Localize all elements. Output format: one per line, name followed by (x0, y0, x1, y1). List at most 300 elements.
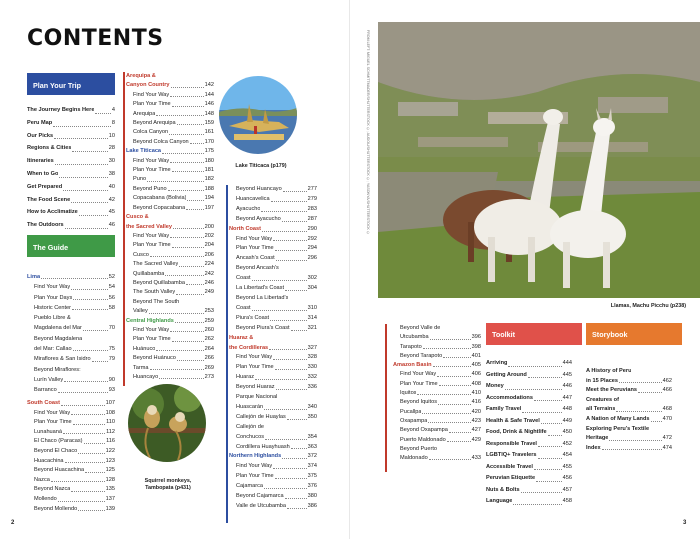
toc-entry[interactable] (126, 119, 214, 128)
toc-entry[interactable] (27, 409, 115, 419)
toc-entry-page: 405 (471, 362, 481, 369)
toc-entry[interactable] (586, 405, 672, 415)
toc-entry-title: Language (486, 498, 513, 504)
toc-entry-title: Index (586, 444, 601, 451)
toc-entry-title: When to Go (27, 170, 59, 177)
toc-entry[interactable] (229, 393, 317, 403)
toc-entry-page: 249 (204, 289, 214, 296)
toc-entry[interactable] (126, 317, 214, 326)
toc-entry[interactable] (393, 324, 481, 333)
toc-entry[interactable] (126, 223, 214, 232)
toc-entry[interactable] (486, 496, 572, 508)
toc-entry[interactable] (229, 264, 317, 274)
toc-entry[interactable] (486, 393, 572, 405)
toc-entry[interactable] (393, 343, 481, 352)
toc-entry[interactable] (126, 354, 214, 363)
toc-entry[interactable] (229, 244, 317, 254)
toc-entry-page: 292 (307, 235, 317, 242)
toc-entry-title: Amazon Basin (393, 362, 432, 369)
page-number-right: 3 (683, 520, 687, 526)
toc-entry-page: 8 (111, 119, 115, 126)
dot-leader (170, 232, 203, 238)
toc-entry-title: Find Your Way (133, 326, 170, 333)
dot-leader (168, 185, 204, 191)
toc-entry[interactable] (393, 389, 481, 398)
dot-leader (170, 326, 203, 332)
dot-leader (58, 495, 105, 502)
toc-entry[interactable] (126, 260, 214, 269)
toc-entry[interactable] (229, 413, 317, 423)
dot-leader (175, 317, 204, 323)
toc-entry-page: 128 (105, 476, 115, 483)
toc-entry-page: 374 (307, 463, 317, 470)
toc-entry[interactable] (486, 427, 572, 439)
toc-entry[interactable] (126, 288, 214, 297)
toc-entry-page: 137 (105, 495, 115, 502)
toc-entry-title: Miraflores & San Isidro (34, 356, 91, 363)
toc-entry[interactable] (126, 364, 214, 373)
toc-entry[interactable] (229, 225, 317, 235)
toc-entry[interactable] (229, 462, 317, 472)
toc-entry[interactable] (126, 166, 214, 175)
toc-entry[interactable] (393, 408, 481, 417)
toc-entry-page: 277 (307, 186, 317, 192)
toc-entry[interactable] (229, 205, 317, 215)
toc-entry[interactable] (126, 100, 214, 109)
lake-titicaca-caption: Lake Titicaca (p179) (235, 163, 287, 169)
dot-leader (73, 418, 105, 425)
toc-entry-title: Plan Your Time (133, 336, 171, 343)
toc-entry[interactable] (586, 396, 672, 406)
toc-entry-page: 45 (108, 209, 115, 216)
toc-entry[interactable] (126, 204, 214, 213)
toc-entry-page: 406 (471, 371, 481, 378)
dot-leader (619, 377, 662, 384)
toc-entry-title: Find Your Way (34, 284, 71, 291)
toc-entry-title: Pucallpa (400, 408, 422, 415)
toc-entry[interactable] (126, 138, 214, 147)
dot-leader (53, 117, 111, 127)
toc-entry[interactable] (229, 383, 317, 393)
dot-leader (176, 288, 203, 294)
toc-entry[interactable] (27, 272, 115, 282)
toc-entry[interactable] (126, 81, 214, 90)
toc-entry[interactable] (27, 447, 115, 457)
toc-entry[interactable] (229, 492, 317, 502)
toc-entry[interactable] (229, 215, 317, 225)
toc-entry[interactable] (126, 175, 214, 184)
toc-entry[interactable] (27, 457, 115, 467)
toc-entry[interactable] (393, 333, 481, 342)
toc-entry[interactable] (126, 194, 214, 203)
toc-entry-page: 175 (204, 148, 214, 155)
toc-entry[interactable] (229, 433, 317, 443)
toc-entry[interactable] (126, 345, 214, 354)
toc-entry[interactable] (486, 370, 572, 382)
toc-entry-title: Beyond Tarapoto (400, 352, 443, 359)
toc-entry[interactable] (229, 423, 317, 433)
toc-entry-page: 182 (204, 176, 214, 183)
toc-entry-page: 146 (204, 101, 214, 108)
toc-entry-page: 52 (108, 274, 115, 280)
toc-entry[interactable] (27, 293, 115, 303)
toc-entry-page: 302 (307, 275, 317, 282)
toc-entry[interactable] (27, 354, 115, 364)
toc-entry[interactable] (393, 380, 481, 389)
toc-entry-page: 328 (307, 354, 317, 361)
dot-leader (447, 436, 471, 442)
toc-entry-title: Huancavelica (236, 195, 270, 202)
storybook-list (586, 367, 672, 453)
dot-leader (172, 100, 204, 106)
dot-leader (273, 235, 306, 242)
dot-leader (170, 157, 203, 163)
toc-entry-title: del Mar: Callao (34, 346, 72, 353)
toc-entry[interactable] (126, 251, 214, 260)
toc-entry-title: Nazca (34, 476, 50, 483)
dot-leader (73, 293, 108, 300)
dot-leader (287, 502, 307, 509)
toc-entry-title: El Chaco (Paracas) (34, 438, 83, 445)
toc-entry-page: 449 (562, 417, 572, 424)
toc-entry[interactable] (229, 254, 317, 264)
dot-leader (71, 194, 108, 204)
dot-leader (172, 241, 204, 247)
toc-entry[interactable] (126, 110, 214, 119)
toc-entry-page: 375 (307, 473, 317, 480)
toc-entry[interactable] (27, 206, 115, 219)
toc-entry[interactable] (27, 418, 115, 428)
toc-entry-title: Peru Map (27, 119, 53, 126)
toc-entry[interactable] (27, 194, 115, 207)
toc-entry[interactable] (486, 404, 572, 416)
dot-leader (58, 385, 108, 392)
dot-leader (273, 462, 306, 469)
toc-entry[interactable] (27, 181, 115, 194)
toc-entry-title: Mollendo (34, 495, 57, 502)
toc-entry-page: 283 (307, 205, 317, 212)
toc-entry[interactable] (229, 314, 317, 324)
toc-entry[interactable] (27, 313, 115, 323)
toc-entry[interactable] (126, 373, 214, 382)
toc-entry-title: Meet the Peruvians (586, 387, 637, 394)
dot-leader (165, 270, 203, 276)
dot-leader (651, 415, 662, 422)
toc-entry-title: Oxapampa (400, 417, 428, 424)
dot-leader (72, 142, 107, 152)
toolkit-list (486, 358, 572, 508)
toc-entry-title: Huancayo (133, 374, 159, 380)
toc-entry-page: 452 (562, 440, 572, 447)
toc-entry-title: A Nation of Many Lands (586, 415, 650, 422)
toc-entry-page: 56 (108, 294, 115, 301)
toc-entry-title: The Journey Begins Here (27, 107, 95, 113)
dot-leader (190, 138, 204, 144)
toc-entry[interactable] (126, 241, 214, 250)
toc-entry[interactable] (486, 358, 572, 370)
squirrel-monkeys-photo (128, 384, 206, 462)
toc-entry[interactable] (393, 398, 481, 407)
toc-entry-title: Beyond Copacabana (133, 204, 186, 211)
toc-entry-title: Beyond Cajamarca (236, 493, 284, 500)
toc-entry-page: 446 (562, 383, 572, 389)
toc-entry[interactable] (486, 439, 572, 451)
toc-entry[interactable] (27, 282, 115, 292)
toc-entry[interactable] (229, 443, 317, 453)
toc-entry-title: Beyond Huancayo (236, 186, 282, 192)
toc-entry-page: 376 (307, 483, 317, 490)
toc-entry[interactable] (486, 381, 572, 393)
toc-entry-title: The South Valley (133, 289, 176, 296)
toc-entry-title: Utcubamba (400, 334, 429, 341)
toc-entry[interactable] (126, 326, 214, 335)
toc-entry-page: 90 (108, 376, 115, 383)
toc-entry-title: South Coast (27, 400, 60, 406)
toc-entry-page: 457 (562, 486, 572, 493)
toc-entry-title: Maldonado (400, 455, 428, 462)
toc-entry-title: Exploring Peru's Textile (586, 425, 650, 432)
dot-leader (71, 282, 108, 289)
toc-entry-title: Beyond Oxapampa (400, 427, 448, 434)
dot-leader (84, 437, 106, 444)
dot-leader (287, 413, 307, 420)
toc-entry-page: 269 (204, 364, 214, 371)
toc-entry[interactable] (229, 363, 317, 373)
toc-entry[interactable] (586, 377, 672, 387)
toc-entry[interactable] (27, 466, 115, 476)
toc-entry[interactable] (393, 436, 481, 445)
toc-entry-page: 401 (471, 352, 481, 359)
toc-entry-page: 294 (307, 245, 317, 252)
toc-entry[interactable] (27, 375, 115, 385)
toc-entry-page: 224 (204, 261, 214, 268)
dot-leader (276, 254, 307, 261)
toc-entry-title: Arequipa & (126, 73, 156, 79)
toc-entry[interactable] (126, 157, 214, 166)
toc-entry[interactable] (229, 304, 317, 314)
dot-leader (150, 251, 204, 257)
toc-entry[interactable] (229, 324, 317, 334)
toc-entry[interactable] (486, 416, 572, 428)
toc-entry-title: Magdalena del Mar (34, 325, 82, 332)
toc-entry[interactable] (393, 426, 481, 435)
toc-entry[interactable] (27, 219, 115, 232)
toc-entry-page: 123 (105, 457, 115, 464)
toc-entry-title: Find Your Way (400, 371, 437, 378)
dot-leader (265, 433, 307, 440)
toc-entry[interactable] (126, 128, 214, 137)
toc-entry[interactable] (229, 403, 317, 413)
dot-leader (269, 344, 306, 351)
toc-entry-page: 468 (662, 406, 672, 413)
dot-leader (186, 204, 203, 210)
toc-entry-title: Tarma (133, 364, 149, 371)
toc-entry[interactable] (586, 386, 672, 396)
toc-entry[interactable] (126, 185, 214, 194)
dot-leader (79, 206, 108, 216)
toc-entry[interactable] (586, 367, 672, 377)
dot-leader (538, 439, 562, 448)
toc-entry[interactable] (393, 361, 481, 370)
toc-entry-title: Creatures of (586, 396, 619, 403)
toc-entry[interactable] (27, 399, 115, 409)
toc-entry[interactable] (486, 462, 572, 474)
toc-entry-page: 46 (108, 222, 115, 229)
toc-entry-title: the Cordilleras (229, 344, 269, 351)
toc-entry[interactable] (27, 437, 115, 447)
toc-entry-title: The Sacred Valley (133, 261, 179, 268)
toc-entry[interactable] (586, 444, 672, 454)
toc-entry[interactable] (126, 232, 214, 241)
toc-entry[interactable] (27, 104, 115, 117)
toc-entry[interactable] (27, 155, 115, 168)
toc-entry[interactable] (229, 284, 317, 294)
toc-entry[interactable] (27, 428, 115, 438)
toc-entry[interactable] (229, 373, 317, 383)
toc-entry[interactable] (486, 473, 572, 485)
toc-entry[interactable] (229, 482, 317, 492)
toc-entry[interactable] (126, 307, 214, 316)
toc-entry-page: 93 (108, 387, 115, 394)
toc-entry[interactable] (27, 385, 115, 395)
toc-entry-title: Plan Your Time (236, 473, 274, 480)
toc-entry-title: La Libertad's Coast (236, 285, 285, 292)
toc-entry[interactable] (393, 445, 481, 454)
toc-entry[interactable] (126, 298, 214, 307)
toc-entry-title: Accessible Travel (486, 463, 533, 470)
toc-entry[interactable] (126, 72, 214, 81)
toc-entry-title: Plan Your Time (236, 245, 274, 252)
toc-entry-page: 466 (662, 387, 672, 394)
toc-entry-page: 202 (204, 232, 214, 239)
toc-entry-page: 273 (204, 374, 214, 380)
toc-entry-title: Piura's Coast (236, 314, 270, 321)
toc-entry-page: 70 (108, 325, 115, 332)
toc-entry-page: 398 (471, 343, 481, 350)
toc-entry-title: Huaraz (236, 374, 255, 381)
dot-leader (262, 225, 307, 232)
toc-entry[interactable] (229, 185, 317, 195)
toc-entry[interactable] (229, 452, 317, 462)
toc-entry[interactable] (27, 323, 115, 333)
toc-entry[interactable] (27, 485, 115, 495)
toc-entry-title: Find Your Way (236, 235, 273, 242)
toc-entry[interactable] (393, 454, 481, 463)
toc-entry[interactable] (27, 344, 115, 354)
toc-entry[interactable] (126, 147, 214, 156)
toc-entry-page: 79 (108, 356, 115, 363)
dot-leader (616, 405, 661, 412)
toc-entry[interactable] (27, 334, 115, 344)
dot-leader (156, 110, 203, 116)
toc-entry[interactable] (229, 235, 317, 245)
toc-entry[interactable] (393, 352, 481, 361)
toc-entry-title: Find Your Way (236, 463, 273, 470)
toc-entry[interactable] (229, 344, 317, 354)
toc-entry[interactable] (393, 370, 481, 379)
toc-entry[interactable] (393, 417, 481, 426)
toc-entry-page: 110 (106, 419, 115, 426)
toc-entry[interactable] (229, 294, 317, 304)
toc-entry-page: 242 (204, 270, 214, 277)
toc-entry[interactable] (229, 353, 317, 363)
toc-entry[interactable] (126, 213, 214, 222)
toc-entry-title: Plan Your Time (133, 101, 171, 108)
toc-entry[interactable] (126, 279, 214, 288)
dot-leader (505, 381, 562, 390)
toc-entry[interactable] (586, 434, 672, 444)
dot-leader (78, 447, 104, 454)
toc-entry[interactable] (126, 91, 214, 100)
toc-entry-page: 159 (204, 120, 214, 127)
toc-entry[interactable] (486, 485, 572, 497)
dot-leader (59, 168, 107, 178)
page-title: CONTENTS (27, 26, 164, 51)
toc-entry[interactable] (586, 415, 672, 425)
toc-entry[interactable] (229, 472, 317, 482)
toc-entry[interactable] (126, 270, 214, 279)
toc-entry[interactable] (229, 334, 317, 344)
dot-leader (430, 333, 471, 339)
dot-leader (92, 354, 108, 361)
dot-leader (437, 370, 470, 376)
toc-entry[interactable] (27, 505, 115, 515)
llamas-caption: Llamas, Machu Picchu (p238) (610, 303, 686, 309)
toc-entry[interactable] (27, 130, 115, 143)
toc-entry-page: 450 (562, 429, 572, 435)
toc-entry-title: Central Highlands (126, 317, 174, 324)
toc-entry[interactable] (229, 195, 317, 205)
toc-entry[interactable] (27, 117, 115, 130)
toc-entry-title: Beyond Huacachina (34, 467, 85, 474)
toc-entry-title: The Food Scene (27, 196, 71, 203)
toc-entry-page: 290 (307, 225, 317, 232)
toc-entry[interactable] (229, 274, 317, 284)
toc-entry[interactable] (126, 335, 214, 344)
column-divider (226, 185, 228, 523)
dot-leader (439, 380, 471, 386)
toc-entry-page: 332 (307, 374, 317, 381)
dot-leader (417, 389, 470, 395)
toc-entry-title: Huaraz & (229, 334, 254, 341)
dot-leader (72, 303, 108, 310)
regions-list-column-4 (393, 324, 481, 463)
toc-entry[interactable] (586, 425, 672, 435)
toc-entry-page: 194 (204, 195, 214, 202)
toc-entry[interactable] (27, 365, 115, 375)
dot-leader (85, 466, 105, 473)
toc-entry-title: Lunahuaná (34, 428, 62, 435)
toc-entry-page: 10 (108, 132, 115, 139)
dot-leader (147, 175, 204, 181)
toc-entry[interactable] (27, 303, 115, 313)
toc-entry[interactable] (27, 168, 115, 181)
toc-entry-title: Beyond Arequipa (133, 120, 176, 127)
toc-entry[interactable] (229, 502, 317, 512)
toc-entry[interactable] (27, 142, 115, 155)
toc-entry-page: 470 (662, 415, 672, 422)
toc-entry[interactable] (27, 476, 115, 486)
toc-entry-title: Iquitos (400, 390, 417, 397)
toc-entry[interactable] (486, 450, 572, 462)
llamas-machu-picchu-photo (378, 22, 700, 298)
toc-entry-title: Cordillera Huayhuash (236, 443, 290, 450)
toc-entry[interactable] (27, 495, 115, 505)
toc-entry-title: Arriving (486, 360, 508, 366)
monkeys-caption-line-1: Squirrel monkeys, (144, 478, 192, 484)
toc-entry-title: Lima (27, 274, 41, 280)
toc-entry-page: 423 (471, 417, 481, 424)
